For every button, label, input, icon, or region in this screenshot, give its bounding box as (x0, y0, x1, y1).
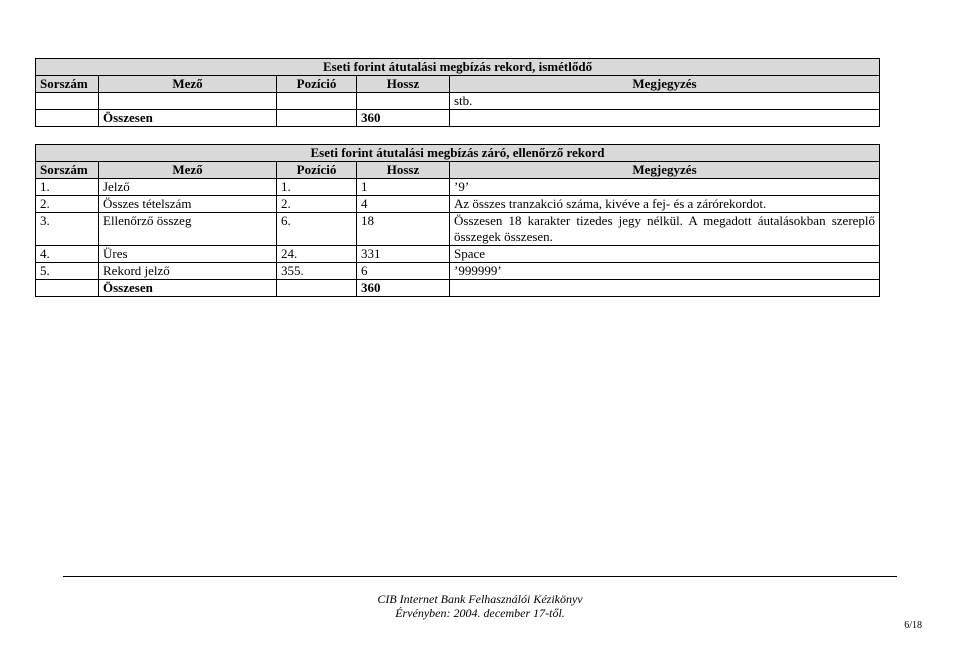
cell-sorszam (36, 93, 99, 110)
cell-hossz: 1 (357, 179, 450, 196)
table-row (36, 93, 880, 110)
cell-sorszam: 1. (36, 179, 99, 196)
cell-megjegyzes: Az összes tranzakció száma, kivéve a fej- és a zárórekordot. (450, 196, 880, 213)
cell-hossz: 18 (357, 213, 450, 246)
table-total-row (36, 280, 880, 297)
record-table-repeating (35, 58, 880, 127)
header-pozicio: Pozíció (277, 76, 357, 93)
cell-pozicio (277, 93, 357, 110)
cell-pozicio: 6. (277, 213, 357, 246)
cell-pozicio: 24. (277, 246, 357, 263)
cell-hossz: 4 (357, 196, 450, 213)
cell-sorszam: 5. (36, 263, 99, 280)
header-mezo: Mező (99, 76, 277, 93)
cell-megjegyzes (450, 110, 880, 127)
cell-hossz (357, 93, 450, 110)
cell-pozicio: 355. (277, 263, 357, 280)
cell-mezo: Összes tételszám (99, 196, 277, 213)
header-pozicio: Pozíció (277, 162, 357, 179)
header-hossz: Hossz (357, 76, 450, 93)
cell-hossz: 6 (357, 263, 450, 280)
footer-date: Érvényben: 2004. december 17-től. (395, 606, 565, 620)
table-total-row (36, 110, 880, 127)
cell-sorszam (36, 110, 99, 127)
table-row (36, 213, 880, 246)
cell-sorszam: 4. (36, 246, 99, 263)
cell-mezo: Rekord jelző (99, 263, 277, 280)
header-megjegyzes: Megjegyzés (450, 76, 880, 93)
header-hossz: Hossz (357, 162, 450, 179)
header-sorszam: Sorszám (36, 162, 99, 179)
table-row (36, 263, 880, 280)
cell-pozicio: 2. (277, 196, 357, 213)
cell-pozicio (277, 110, 357, 127)
cell-pozicio: 1. (277, 179, 357, 196)
cell-mezo: Jelző (99, 179, 277, 196)
footer-title: CIB Internet Bank Felhasználói Kézikönyv (377, 592, 583, 606)
cell-sorszam: 3. (36, 213, 99, 246)
cell-megjegyzes: ’999999’ (450, 263, 880, 280)
cell-mezo-total: Összesen (99, 280, 277, 297)
cell-mezo (99, 93, 277, 110)
table-title: Eseti forint átutalási megbízás záró, ellenőrző rekord (36, 145, 880, 162)
table-row (36, 246, 880, 263)
header-sorszam: Sorszám (36, 76, 99, 93)
page-number: 6/18 (904, 620, 922, 631)
cell-sorszam: 2. (36, 196, 99, 213)
cell-megjegyzes: stb. (450, 93, 880, 110)
header-mezo: Mező (99, 162, 277, 179)
table-row (36, 196, 880, 213)
cell-megjegyzes: Összesen 18 karakter tizedes jegy nélkül. A megadott áutalásokban szereplő összegek összesen. (450, 213, 880, 246)
cell-megjegyzes: ’9’ (450, 179, 880, 196)
cell-megjegyzes: Space (450, 246, 880, 263)
cell-pozicio (277, 280, 357, 297)
cell-mezo: Üres (99, 246, 277, 263)
cell-hossz-total: 360 (357, 280, 450, 297)
cell-megjegyzes (450, 280, 880, 297)
header-megjegyzes: Megjegyzés (450, 162, 880, 179)
cell-hossz: 331 (357, 246, 450, 263)
cell-hossz-total: 360 (357, 110, 450, 127)
table-title: Eseti forint átutalási megbízás rekord, ismétlődő (36, 59, 880, 76)
cell-mezo-total: Összesen (99, 110, 277, 127)
table-row (36, 179, 880, 196)
cell-sorszam (36, 280, 99, 297)
cell-mezo: Ellenőrző összeg (99, 213, 277, 246)
footer-divider (63, 576, 897, 577)
record-table-closing (35, 144, 880, 297)
